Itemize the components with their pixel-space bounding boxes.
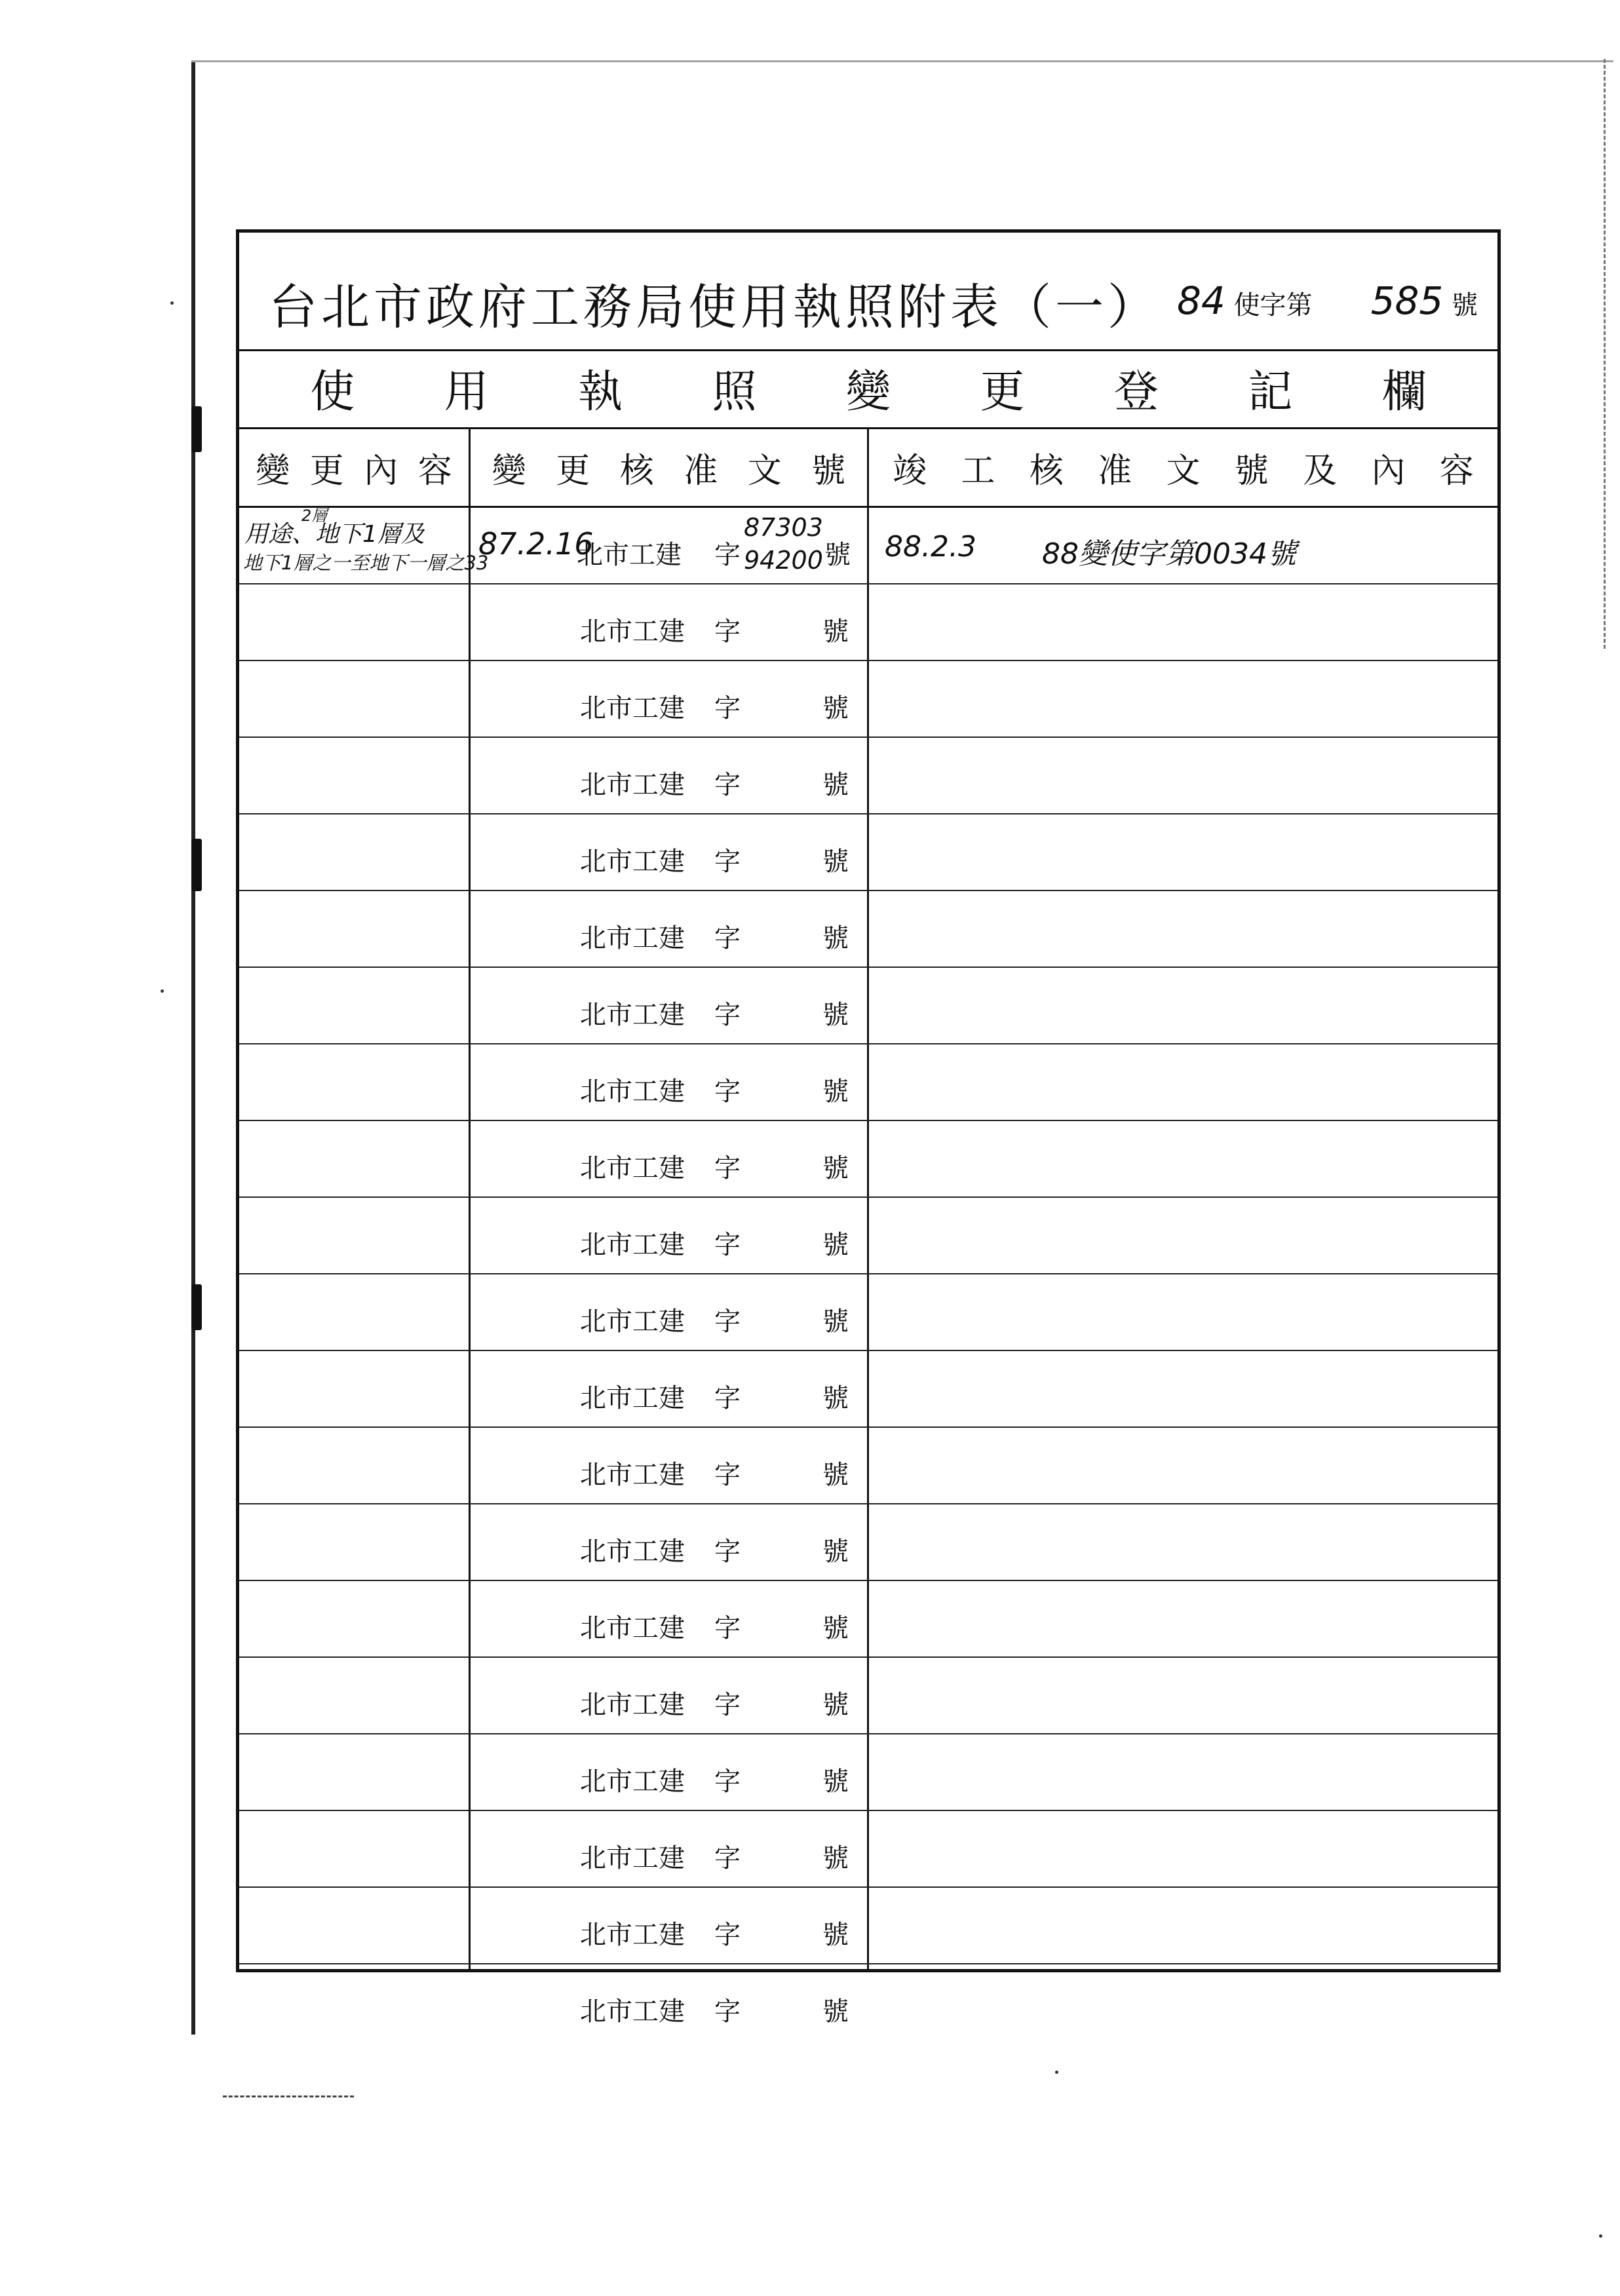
approval-building-label: 北市工建 — [580, 770, 685, 800]
approval-building-label: 北市工建 — [580, 1920, 685, 1950]
scan-edge-right — [1601, 59, 1606, 649]
table-row — [239, 1734, 1497, 1811]
approval-building-label: 北市工建 — [580, 1383, 685, 1413]
header-char: 准 — [1098, 451, 1132, 491]
header-char: 工 — [961, 451, 995, 491]
change-content-cell[interactable] — [239, 968, 469, 1043]
table-row — [239, 1351, 1497, 1428]
completion-cell[interactable] — [869, 1428, 1497, 1503]
approval-zi-label: 字 — [714, 1000, 741, 1030]
approval-number-cell[interactable] — [469, 1044, 868, 1120]
approval-building-label: 北市工建 — [580, 1690, 685, 1720]
approval-building-label: 北市工建 — [580, 617, 685, 647]
approval-building-label: 北市工建 — [580, 847, 685, 877]
approval-number-cell[interactable] — [469, 1811, 868, 1886]
change-content-cell[interactable] — [239, 1964, 469, 2041]
header-char: 容 — [1439, 451, 1474, 491]
banner-char: 記 — [1248, 366, 1293, 418]
approval-number-cell[interactable] — [469, 1964, 868, 2041]
approval-building-label: 北市工建 — [580, 1153, 685, 1183]
approval-number-cell[interactable] — [469, 1581, 868, 1656]
change-content-line2: 地下1層之一至地下一層之33 — [243, 552, 489, 574]
approval-zi-label: 字 — [714, 1383, 741, 1413]
approval-hao-label: 號 — [822, 1537, 849, 1567]
approval-building-label: 北市工建 — [580, 1307, 685, 1337]
change-content-cell[interactable] — [239, 1198, 469, 1273]
approval-hao-label: 號 — [822, 1307, 849, 1337]
change-content-cell[interactable] — [239, 661, 469, 737]
table-row — [239, 1121, 1497, 1198]
permit-no: 585 — [1370, 278, 1444, 323]
approval-building-label: 北市工建 — [580, 1000, 685, 1030]
approval-hao-label: 號 — [822, 1077, 849, 1107]
header-char: 文 — [1166, 451, 1201, 491]
approval-number-cell[interactable] — [469, 1658, 868, 1733]
table-row — [239, 661, 1497, 738]
binder-clip — [191, 406, 202, 452]
change-content-cell[interactable] — [239, 814, 469, 890]
approval-hao-label: 號 — [822, 1383, 849, 1413]
approval-zi-label: 字 — [714, 1843, 741, 1873]
approval-hao-label: 號 — [822, 1690, 849, 1720]
completion-cell[interactable] — [869, 1351, 1497, 1426]
table-row — [239, 1888, 1497, 1964]
table-row — [239, 1504, 1497, 1581]
approval-zi-label: 字 — [714, 617, 741, 647]
table-row — [239, 738, 1497, 814]
header-completion — [869, 429, 1497, 508]
approval-number-cell[interactable] — [469, 1121, 868, 1196]
approval-number-cell[interactable] — [469, 968, 868, 1043]
table-row — [239, 1811, 1497, 1888]
binder-clip — [191, 839, 202, 891]
approval-number-cell[interactable] — [469, 1198, 868, 1273]
banner-char: 照 — [712, 366, 757, 418]
header-char: 內 — [1371, 451, 1406, 491]
change-content-cell[interactable] — [239, 738, 469, 813]
table-row — [239, 1198, 1497, 1274]
permit-change-form — [236, 229, 1501, 2027]
approval-zi-label: 字 — [714, 540, 741, 570]
approval-hao-label: 號 — [822, 770, 849, 800]
completion-cell[interactable] — [869, 1888, 1497, 1963]
permit-year: 84 — [1177, 278, 1225, 323]
approval-hao-label: 號 — [822, 847, 849, 877]
permit-suffix: 號 — [1452, 290, 1478, 320]
approval-building-label: 北市工建 — [580, 1843, 685, 1873]
approval-zi-label: 字 — [714, 847, 741, 877]
binder-clip — [191, 1284, 202, 1330]
approval-zi-label: 字 — [714, 1690, 741, 1720]
approval-hao-label: 號 — [822, 693, 849, 723]
approval-hao-label: 號 — [822, 1767, 849, 1797]
approval-hao-label: 號 — [822, 1920, 849, 1950]
change-content-cell[interactable] — [239, 584, 469, 660]
banner-char: 變 — [845, 366, 891, 418]
change-content-cell[interactable] — [239, 1351, 469, 1426]
approval-number-cell[interactable] — [469, 1888, 868, 1963]
banner-row — [239, 349, 1497, 429]
banner-char: 用 — [444, 366, 489, 418]
change-content-cell[interactable] — [239, 1734, 469, 1810]
approval-number-cell[interactable] — [469, 1428, 868, 1503]
change-content-cell[interactable] — [239, 1581, 469, 1656]
banner-char: 登 — [1113, 366, 1159, 418]
completion-cell[interactable] — [869, 1964, 1497, 2041]
table-row — [239, 584, 1497, 661]
change-content-line1: 用途、地下1層及 — [244, 521, 425, 548]
approval-hao-label: 號 — [822, 1843, 849, 1873]
table-row — [239, 968, 1497, 1044]
header-change-content — [239, 429, 469, 508]
table-row — [239, 1428, 1497, 1504]
approval-building-label: 北市工建 — [580, 923, 685, 953]
completion-date: 88.2.3 — [885, 530, 976, 564]
completion-cell[interactable] — [869, 891, 1497, 966]
completion-cell[interactable] — [869, 1658, 1497, 1733]
header-char: 號 — [811, 451, 846, 491]
approval-hao-label: 號 — [822, 1613, 849, 1643]
top-edge — [191, 60, 1613, 62]
speck — [170, 301, 174, 305]
completion-cell[interactable] — [869, 1274, 1497, 1350]
approval-zi-label: 字 — [714, 1997, 741, 2027]
approval-number-cell[interactable] — [469, 1274, 868, 1350]
approval-building-label: 北市工建 — [580, 1997, 685, 2027]
completion-cell[interactable] — [869, 1811, 1497, 1886]
change-content-cell[interactable] — [239, 1811, 469, 1886]
completion-cell[interactable] — [869, 1581, 1497, 1656]
approval-zi-label: 字 — [714, 1230, 741, 1260]
change-content-cell[interactable] — [239, 1274, 469, 1350]
permit-prefix: 使字第 — [1233, 290, 1313, 320]
table-row — [239, 891, 1497, 968]
approval-zi-label: 字 — [714, 1153, 741, 1183]
header-char: 准 — [684, 451, 718, 491]
approval-number-top: 87303 — [744, 513, 823, 542]
header-char: 容 — [417, 451, 452, 491]
completion-cell[interactable] — [869, 1734, 1497, 1810]
header-char: 核 — [619, 451, 654, 491]
approval-hao-label: 號 — [822, 1460, 849, 1490]
table-row — [239, 814, 1497, 891]
approval-number-cell[interactable] — [469, 814, 868, 890]
header-char: 及 — [1303, 451, 1338, 491]
header-char: 文 — [747, 451, 782, 491]
approval-hao-label: 號 — [822, 1153, 849, 1183]
approval-number-cell[interactable] — [469, 1504, 868, 1580]
speck — [161, 989, 164, 993]
approval-number-cell[interactable] — [469, 661, 868, 737]
approval-building-label: 北市工建 — [577, 540, 682, 570]
header-char: 核 — [1029, 451, 1064, 491]
approval-number-bottom: 94200 — [744, 546, 823, 575]
table-row — [239, 1581, 1497, 1658]
change-content-cell[interactable] — [239, 1658, 469, 1733]
table-row — [239, 1044, 1497, 1121]
approval-zi-label: 字 — [714, 1537, 741, 1567]
approval-zi-label: 字 — [714, 1613, 741, 1643]
table-row — [239, 508, 1497, 584]
approval-hao-label: 號 — [822, 617, 849, 647]
approval-zi-label: 字 — [714, 1307, 741, 1337]
approval-hao-label: 號 — [824, 540, 851, 570]
change-content-cell[interactable] — [239, 1504, 469, 1580]
approval-hao-label: 號 — [822, 1000, 849, 1030]
approval-building-label: 北市工建 — [580, 1230, 685, 1260]
approval-building-label: 北市工建 — [580, 1077, 685, 1107]
approval-zi-label: 字 — [714, 1920, 741, 1950]
scan-mark-bottom — [223, 2095, 354, 2097]
approval-number-cell[interactable] — [469, 1351, 868, 1426]
speck — [1055, 2071, 1058, 2074]
change-content-superscript: 2層 — [301, 507, 328, 525]
approval-number-cell[interactable] — [469, 1734, 868, 1810]
completion-cell[interactable] — [869, 1044, 1497, 1120]
completion-cell[interactable] — [869, 738, 1497, 813]
completion-cell[interactable] — [869, 661, 1497, 737]
header-char: 號 — [1234, 451, 1269, 491]
header-char: 竣 — [893, 451, 927, 491]
change-content-cell[interactable] — [239, 1121, 469, 1196]
banner-char: 使 — [310, 366, 355, 418]
binder-edge — [191, 62, 195, 2035]
approval-building-label: 北市工建 — [580, 1613, 685, 1643]
completion-text: 88變使字第0034號 — [1042, 537, 1296, 571]
change-content-cell[interactable] — [239, 891, 469, 966]
completion-cell[interactable] — [869, 1121, 1497, 1196]
banner-char: 欄 — [1381, 366, 1427, 418]
approval-zi-label: 字 — [714, 1077, 741, 1107]
approval-date: 87.2.16 — [478, 526, 594, 562]
page-title: 台北市政府工務局使用執照附表（一） — [269, 279, 1160, 335]
approval-number-cell[interactable] — [469, 584, 868, 660]
speck — [1599, 2234, 1602, 2238]
header-char: 變 — [492, 451, 526, 491]
header-char: 內 — [364, 451, 398, 491]
title-row — [239, 233, 1497, 351]
approval-hao-label: 號 — [822, 1997, 849, 2027]
approval-building-label: 北市工建 — [580, 1460, 685, 1490]
approval-hao-label: 號 — [822, 1230, 849, 1260]
completion-cell[interactable] — [869, 814, 1497, 890]
banner-char: 更 — [980, 366, 1025, 418]
completion-cell[interactable] — [869, 1198, 1497, 1273]
completion-cell[interactable] — [869, 1504, 1497, 1580]
banner-char: 執 — [578, 366, 623, 418]
change-content-cell[interactable] — [239, 1888, 469, 1963]
approval-number-cell[interactable] — [469, 738, 868, 813]
approval-hao-label: 號 — [822, 923, 849, 953]
header-char: 更 — [309, 451, 344, 491]
change-content-cell[interactable] — [239, 1044, 469, 1120]
header-approval-number — [471, 429, 867, 508]
header-char: 更 — [556, 451, 590, 491]
approval-building-label: 北市工建 — [580, 1537, 685, 1567]
table-row — [239, 1658, 1497, 1734]
header-char: 變 — [256, 451, 290, 491]
approval-number-cell[interactable] — [469, 891, 868, 966]
completion-cell[interactable] — [869, 968, 1497, 1043]
approval-building-label: 北市工建 — [580, 1767, 685, 1797]
change-content-cell[interactable] — [239, 1428, 469, 1503]
approval-zi-label: 字 — [714, 693, 741, 723]
approval-building-label: 北市工建 — [580, 693, 685, 723]
table-row — [239, 1964, 1497, 2041]
approval-zi-label: 字 — [714, 1460, 741, 1490]
table-row — [239, 1274, 1497, 1351]
completion-cell[interactable] — [869, 584, 1497, 660]
approval-zi-label: 字 — [714, 923, 741, 953]
permit-number — [1177, 278, 1478, 323]
approval-zi-label: 字 — [714, 770, 741, 800]
approval-zi-label: 字 — [714, 1767, 741, 1797]
